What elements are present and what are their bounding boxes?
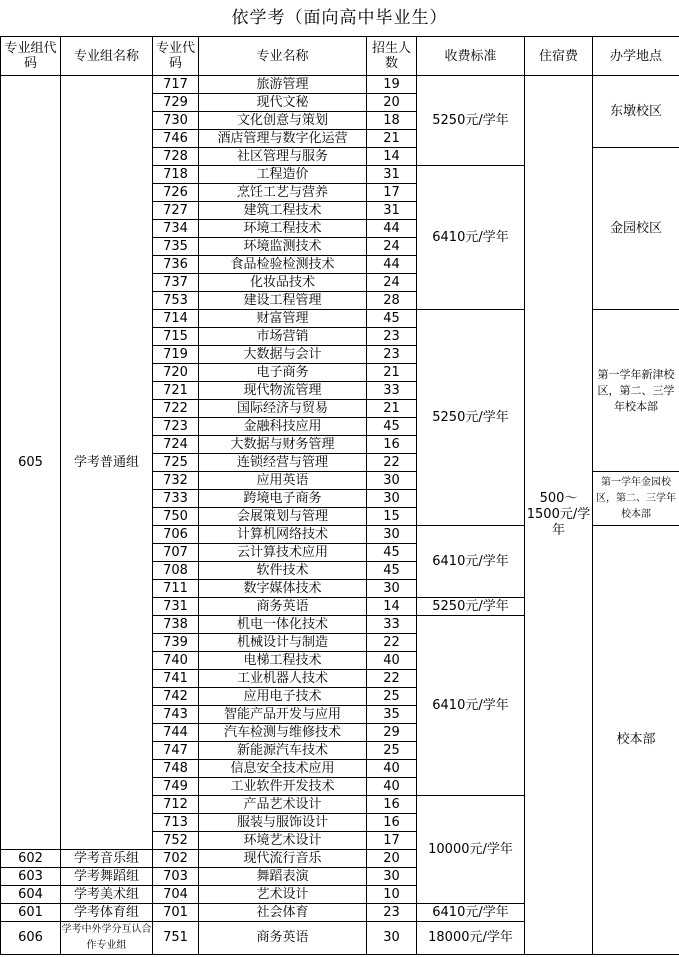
- enroll-count: 24: [367, 238, 417, 256]
- major-code: 735: [153, 238, 199, 256]
- enroll-count: 45: [367, 544, 417, 562]
- major-code: 703: [153, 868, 199, 886]
- group-code: 605: [1, 76, 61, 850]
- header-fee: 收费标准: [417, 37, 525, 76]
- enroll-count: 10: [367, 886, 417, 904]
- major-code: 723: [153, 418, 199, 436]
- group-code: 602: [1, 850, 61, 868]
- enroll-count: 31: [367, 202, 417, 220]
- major-name: 金融科技应用: [199, 418, 367, 436]
- page-title: 依学考（面向高中毕业生）: [231, 8, 448, 28]
- enroll-count: 23: [367, 328, 417, 346]
- major-name: 跨境电子商务: [199, 490, 367, 508]
- enroll-count: 30: [367, 580, 417, 598]
- major-code: 739: [153, 634, 199, 652]
- major-name: 现代物流管理: [199, 382, 367, 400]
- group-code: 606: [1, 922, 61, 955]
- enroll-count: 17: [367, 184, 417, 202]
- major-code: 741: [153, 670, 199, 688]
- fee-cell: 6410元/学年: [417, 616, 525, 796]
- enroll-count: 17: [367, 832, 417, 850]
- major-name: 建设工程管理: [199, 292, 367, 310]
- major-code: 724: [153, 436, 199, 454]
- major-name: 环境监测技术: [199, 238, 367, 256]
- major-name: 电子商务: [199, 364, 367, 382]
- enroll-count: 30: [367, 922, 417, 955]
- major-code: 706: [153, 526, 199, 544]
- enroll-count: 21: [367, 364, 417, 382]
- enroll-count: 30: [367, 868, 417, 886]
- enroll-count: 22: [367, 454, 417, 472]
- major-code: 750: [153, 508, 199, 526]
- major-code: 752: [153, 832, 199, 850]
- group-name: 学考舞蹈组: [61, 868, 153, 886]
- header-row: [1, 37, 679, 76]
- major-code: 740: [153, 652, 199, 670]
- major-code: 720: [153, 364, 199, 382]
- enroll-count: 22: [367, 634, 417, 652]
- enroll-count: 18: [367, 112, 417, 130]
- major-code: 753: [153, 292, 199, 310]
- major-name: 国际经济与贸易: [199, 400, 367, 418]
- fee-cell: 5250元/学年: [417, 598, 525, 616]
- major-name: 电梯工程技术: [199, 652, 367, 670]
- major-code: 749: [153, 778, 199, 796]
- major-name: 财富管理: [199, 310, 367, 328]
- enroll-count: 40: [367, 652, 417, 670]
- major-name: 工业软件开发技术: [199, 778, 367, 796]
- enroll-count: 20: [367, 94, 417, 112]
- group-name: 学考美术组: [61, 886, 153, 904]
- major-code: 733: [153, 490, 199, 508]
- enroll-count: 30: [367, 472, 417, 490]
- enroll-count: 23: [367, 346, 417, 364]
- major-name: 建筑工程技术: [199, 202, 367, 220]
- enroll-count: 14: [367, 148, 417, 166]
- enroll-count: 15: [367, 508, 417, 526]
- major-name: 食品检验检测技术: [199, 256, 367, 274]
- header-group-code: 专业组代码: [1, 37, 61, 76]
- campus-cell: 第一学年新津校区，第二、三学年校本部: [593, 310, 679, 472]
- enroll-count: 25: [367, 742, 417, 760]
- major-name: 软件技术: [199, 562, 367, 580]
- major-name: 数字媒体技术: [199, 580, 367, 598]
- major-name: 汽车检测与维修技术: [199, 724, 367, 742]
- header-group-name: 专业组名称: [61, 37, 153, 76]
- header-campus: 办学地点: [593, 37, 679, 76]
- group-name: 学考普通组: [61, 76, 153, 850]
- fee-cell: 5250元/学年: [417, 310, 525, 526]
- major-code: 744: [153, 724, 199, 742]
- major-name: 产品艺术设计: [199, 796, 367, 814]
- major-code: 704: [153, 886, 199, 904]
- dorm-fee: 500～1500元/学年: [525, 76, 593, 955]
- major-code: 719: [153, 346, 199, 364]
- major-code: 727: [153, 202, 199, 220]
- enroll-count: 45: [367, 418, 417, 436]
- major-code: 737: [153, 274, 199, 292]
- major-name: 艺术设计: [199, 886, 367, 904]
- major-name: 商务英语: [199, 922, 367, 955]
- group-code: 601: [1, 904, 61, 922]
- major-code: 711: [153, 580, 199, 598]
- table-row: [1, 76, 679, 94]
- major-name: 烹饪工艺与营养: [199, 184, 367, 202]
- major-name: 新能源汽车技术: [199, 742, 367, 760]
- header-major-code: 专业代码: [153, 37, 199, 76]
- major-code: 728: [153, 148, 199, 166]
- major-code: 732: [153, 472, 199, 490]
- fee-cell: 5250元/学年: [417, 76, 525, 166]
- header-major-name: 专业名称: [199, 37, 367, 76]
- major-name: 应用英语: [199, 472, 367, 490]
- major-code: 722: [153, 400, 199, 418]
- major-name: 大数据与财务管理: [199, 436, 367, 454]
- major-name: 商务英语: [199, 598, 367, 616]
- major-name: 环境工程技术: [199, 220, 367, 238]
- campus-cell: 校本部: [593, 526, 679, 955]
- group-code: 604: [1, 886, 61, 904]
- enroll-count: 28: [367, 292, 417, 310]
- enroll-count: 30: [367, 526, 417, 544]
- major-name: 连锁经营与管理: [199, 454, 367, 472]
- major-name: 智能产品开发与应用: [199, 706, 367, 724]
- admission-table: [0, 36, 679, 955]
- enroll-count: 40: [367, 778, 417, 796]
- major-code: 731: [153, 598, 199, 616]
- major-code: 712: [153, 796, 199, 814]
- enroll-count: 24: [367, 274, 417, 292]
- major-code: 708: [153, 562, 199, 580]
- enroll-count: 40: [367, 760, 417, 778]
- group-name: 学考体育组: [61, 904, 153, 922]
- enroll-count: 20: [367, 850, 417, 868]
- fee-cell: 18000元/学年: [417, 922, 525, 955]
- major-code: 748: [153, 760, 199, 778]
- major-name: 社会体育: [199, 904, 367, 922]
- enroll-count: 45: [367, 562, 417, 580]
- enroll-count: 44: [367, 220, 417, 238]
- major-code: 715: [153, 328, 199, 346]
- major-code: 734: [153, 220, 199, 238]
- enroll-count: 33: [367, 616, 417, 634]
- major-name: 工程造价: [199, 166, 367, 184]
- major-code: 730: [153, 112, 199, 130]
- major-code: 746: [153, 130, 199, 148]
- major-name: 市场营销: [199, 328, 367, 346]
- major-name: 信息安全技术应用: [199, 760, 367, 778]
- major-name: 机电一体化技术: [199, 616, 367, 634]
- major-code: 713: [153, 814, 199, 832]
- group-name: 学考中外学分互认合作专业组: [61, 922, 153, 955]
- enroll-count: 19: [367, 76, 417, 94]
- major-code: 701: [153, 904, 199, 922]
- fee-cell: 6410元/学年: [417, 166, 525, 310]
- major-code: 743: [153, 706, 199, 724]
- major-code: 725: [153, 454, 199, 472]
- header-dorm: 住宿费: [525, 37, 593, 76]
- enroll-count: 22: [367, 670, 417, 688]
- major-name: 大数据与会计: [199, 346, 367, 364]
- major-name: 环境艺术设计: [199, 832, 367, 850]
- major-code: 729: [153, 94, 199, 112]
- fee-cell: 6410元/学年: [417, 904, 525, 922]
- major-code: 751: [153, 922, 199, 955]
- major-code: 736: [153, 256, 199, 274]
- major-name: 化妆品技术: [199, 274, 367, 292]
- enroll-count: 16: [367, 814, 417, 832]
- major-code: 726: [153, 184, 199, 202]
- enroll-count: 31: [367, 166, 417, 184]
- major-code: 721: [153, 382, 199, 400]
- header-enroll: 招生人数: [367, 37, 417, 76]
- major-name: 机械设计与制造: [199, 634, 367, 652]
- major-name: 会展策划与管理: [199, 508, 367, 526]
- enroll-count: 44: [367, 256, 417, 274]
- enroll-count: 30: [367, 490, 417, 508]
- campus-cell: 东墩校区: [593, 76, 679, 148]
- enroll-count: 21: [367, 130, 417, 148]
- enroll-count: 35: [367, 706, 417, 724]
- campus-cell: 第一学年金园校区，第二、三学年校本部: [593, 472, 679, 526]
- enroll-count: 14: [367, 598, 417, 616]
- enroll-count: 33: [367, 382, 417, 400]
- major-code: 707: [153, 544, 199, 562]
- enroll-count: 16: [367, 436, 417, 454]
- major-name: 云计算技术应用: [199, 544, 367, 562]
- major-name: 现代流行音乐: [199, 850, 367, 868]
- fee-cell: 10000元/学年: [417, 796, 525, 904]
- enroll-count: 25: [367, 688, 417, 706]
- major-name: 酒店管理与数字化运营: [199, 130, 367, 148]
- enroll-count: 23: [367, 904, 417, 922]
- major-name: 社区管理与服务: [199, 148, 367, 166]
- group-code: 603: [1, 868, 61, 886]
- group-name: 学考音乐组: [61, 850, 153, 868]
- major-code: 718: [153, 166, 199, 184]
- major-name: 应用电子技术: [199, 688, 367, 706]
- major-name: 现代文秘: [199, 94, 367, 112]
- major-name: 文化创意与策划: [199, 112, 367, 130]
- major-name: 计算机网络技术: [199, 526, 367, 544]
- enroll-count: 21: [367, 400, 417, 418]
- major-name: 工业机器人技术: [199, 670, 367, 688]
- major-code: 738: [153, 616, 199, 634]
- enroll-count: 16: [367, 796, 417, 814]
- enroll-count: 45: [367, 310, 417, 328]
- major-code: 714: [153, 310, 199, 328]
- major-code: 742: [153, 688, 199, 706]
- major-name: 舞蹈表演: [199, 868, 367, 886]
- major-code: 747: [153, 742, 199, 760]
- campus-cell: 金园校区: [593, 148, 679, 310]
- enroll-count: 29: [367, 724, 417, 742]
- major-name: 旅游管理: [199, 76, 367, 94]
- major-code: 717: [153, 76, 199, 94]
- fee-cell: 6410元/学年: [417, 526, 525, 598]
- major-code: 702: [153, 850, 199, 868]
- major-name: 服装与服饰设计: [199, 814, 367, 832]
